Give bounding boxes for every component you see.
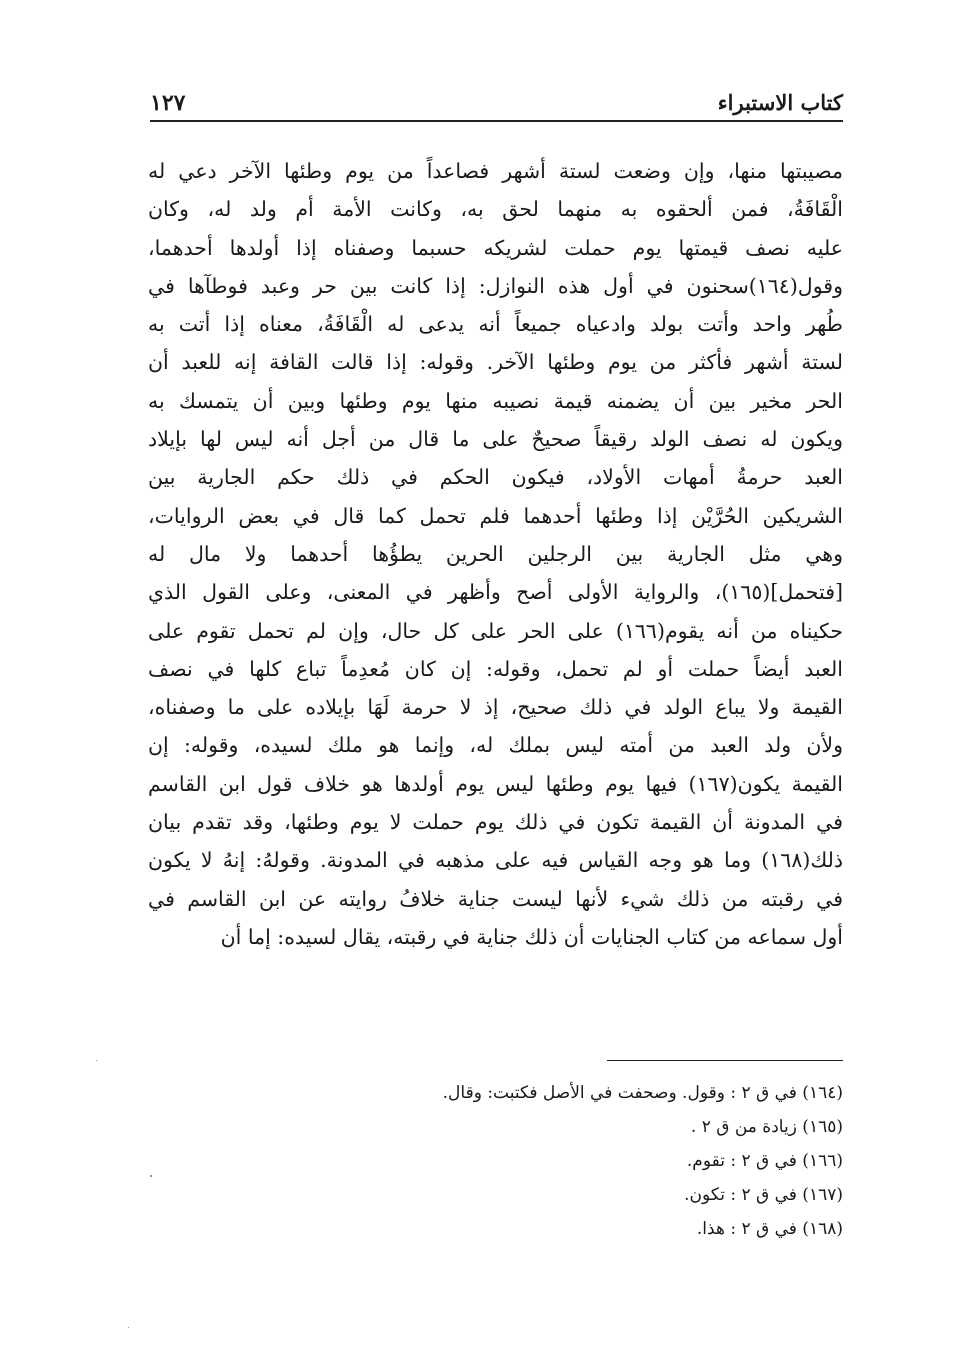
running-title: كتاب الاستبراء xyxy=(717,90,843,115)
body-line: طُهر واحد وأتت بولد وادعياه جميعاً أنه يدعى له الْقَافَةُ، معناه إذا أتت به xyxy=(148,312,843,337)
body-line: الشريكين الحُرَّيْن إذا وطئها أحدهما فلم تحمل كما قال في بعض الروايات، xyxy=(148,503,843,528)
body-line: [فتحمل](١٦٥)، والرواية الأولى أصح وأظهر في المعنى، وعلى القول الذي xyxy=(148,580,843,605)
body-text xyxy=(148,152,843,956)
body-line: حكيناه من أنه يقوم(١٦٦) على الحر على كل حال، وإن لم تحمل تقوم على xyxy=(148,618,843,643)
body-line: القيمة يكون(١٦٧) فيها يوم وطئها ليس يوم أولدها هو خلاف قول ابن القاسم xyxy=(148,771,843,796)
running-head xyxy=(150,86,843,116)
header-rule xyxy=(150,120,843,122)
footnote: (١٦٥) زيادة من ق ٢ . xyxy=(690,1117,843,1137)
scan-speck xyxy=(128,1327,129,1328)
body-line: العبد حرمةُ أمهات الأولاد، فيكون الحكم في ذلك حكم الجارية بين xyxy=(148,465,843,490)
body-line: ولأن ولد العبد من أمته ليس بملك له، وإنما هو ملك لسيده، وقوله: إن xyxy=(148,733,843,758)
body-line: القيمة ولا يباع الولد في ذلك صحيح، إذ لا حرمة لَهَا بإيلاده على ما وصفناه، xyxy=(148,695,843,720)
footnote: (١٦٧) في ق ٢ : تكون. xyxy=(684,1185,843,1205)
footnotes xyxy=(300,1076,843,1246)
body-line: وقول(١٦٤)سحنون في أول هذه النوازل: إذا كانت بين حر وعبد فوطآها في xyxy=(148,273,843,298)
body-line: في رقبته من ذلك شيء لأنها ليست جناية خلافُ روايته عن ابن القاسم في xyxy=(148,886,843,911)
page-number: ١٢٧ xyxy=(150,90,186,116)
body-line: ويكون له نصف الولد رقيقاً صحيحٌ على ما قال من أجل أنه ليس لها بإيلاد xyxy=(148,427,843,452)
body-line: العبد أيضاً حملت أو لم تحمل، وقوله: إن كان مُعدِماً تباع كلها في نصف xyxy=(148,656,843,681)
scan-speck xyxy=(96,1060,97,1061)
body-line: لستة أشهر فأكثر من يوم وطئها الآخر. وقوله: إذا قالت القافة إنه للعبد أن xyxy=(148,350,843,375)
body-line: في المدونة أن القيمة تكون في ذلك يوم حملت لا يوم وطئها، وقد تقدم بيان xyxy=(148,810,843,835)
body-line: الْقَافَةُ، فمن ألحقوه به منهما لحق به، وكانت الأمة أم ولد له، وكان xyxy=(148,197,843,222)
body-line: وهي مثل الجارية بين الرجلين الحرين يطؤُها أحدهما ولا مال له xyxy=(148,541,843,566)
body-line: الحر مخير بين أن يضمنه قيمة نصيبه منها يوم وطئها وبين أن يتمسك به xyxy=(148,388,843,413)
scan-speck xyxy=(150,1175,152,1177)
footnote: (١٦٨) في ق ٢ : هذا. xyxy=(696,1219,843,1239)
footnote: (١٦٦) في ق ٢ : تقوم. xyxy=(686,1151,843,1171)
footnote: (١٦٤) في ق ٢ : وقول. وصحفت في الأصل فكتبت: وقال. xyxy=(442,1083,843,1103)
body-line: أول سماعه من كتاب الجنايات أن ذلك جناية في رقبته، يقال لسيده: إما أن xyxy=(220,924,843,949)
footnote-rule xyxy=(607,1060,843,1061)
body-line: مصيبتها منها، وإن وضعت لستة أشهر فصاعداً من يوم وطئها الآخر دعي له xyxy=(148,159,843,183)
body-line: عليه نصف قيمتها يوم حملت لشريكه حسبما وصفناه إذا أولدها أحدهما، xyxy=(148,235,843,260)
body-line: ذلك(١٦٨) وما هو وجه القياس فيه على مذهبه في المدونة. وقولهُ: إنهُ لا يكون xyxy=(148,848,843,873)
